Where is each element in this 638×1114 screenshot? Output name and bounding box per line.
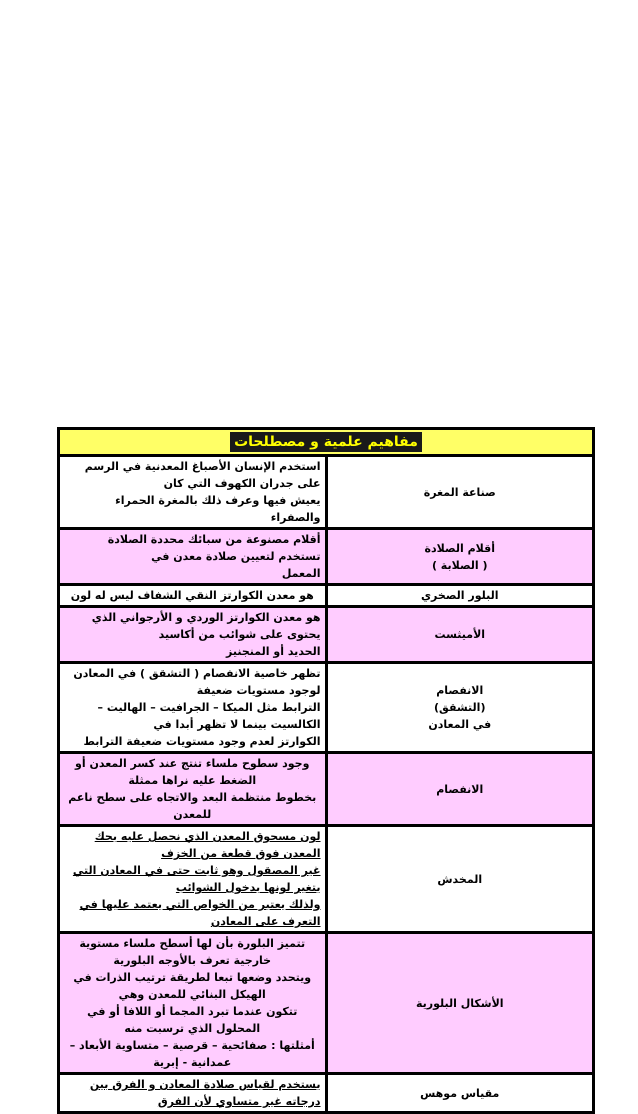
title-cell <box>59 429 594 456</box>
definition-line: غير المصقول وهو ثابت حتى في المعادن التي يتغير لونها بدخول الشوائب <box>72 864 321 894</box>
definition-line: وجود سطوح ملساء تنتج عند كسر المعدن أو الضغط عليه نراها ممثلة <box>75 757 310 787</box>
definition-line: لون مسحوق المعدن الذي نحصل عليه بحك المعدن فوق قطعة من الخزف <box>94 830 321 860</box>
term-line: الأميثست <box>434 628 486 641</box>
definition-line: أقلام مصنوعة من سبائك محددة الصلادة تستخدم لتعيين صلادة معدن في <box>107 533 321 563</box>
glossary-row <box>59 663 594 753</box>
definition-line: هو معدن الكوارتز الوردي و الأرجواني الذي يحتوى على شوائب من أكاسيد <box>91 611 321 641</box>
glossary-row <box>59 456 594 529</box>
definition-cell <box>59 607 327 663</box>
term-cell <box>326 529 594 585</box>
term-line: ( الصلابة ) <box>431 558 488 572</box>
definition-cell <box>59 456 327 529</box>
glossary-row <box>59 753 594 826</box>
definition-cell <box>59 753 327 826</box>
definition-line: المعمل <box>281 567 321 580</box>
definition-cell <box>59 933 327 1074</box>
definition-line: بخطوط منتظمة البعد والاتجاه على سطح ناعم للمعدن <box>68 791 317 821</box>
definition-line: استخدم الإنسان الأصباغ المعدنية في الرسم على جدران الكهوف التي كان <box>84 460 321 490</box>
glossary-row <box>59 607 594 663</box>
glossary-table <box>57 427 595 1114</box>
definition-line: ولذلك يعتبر من الخواص التي يعتمد عليها في التعرف على المعادن <box>79 898 321 928</box>
term-cell <box>326 753 594 826</box>
glossary-title: مفاهيم علمية و مصطلحات <box>230 432 422 452</box>
term-line: الانفصام <box>436 782 484 796</box>
definition-line: الحديد أو المنجنيز <box>226 645 321 658</box>
term-cell <box>326 826 594 933</box>
definition-line: هو معدن الكوارتز النقي الشفاف ليس له لون <box>70 589 314 602</box>
term-line: صناعة المغرة <box>423 485 496 499</box>
glossary-row <box>59 529 594 585</box>
term-cell <box>326 933 594 1074</box>
term-line: في المعادن <box>428 718 492 731</box>
definition-line: يعيش فيها وعرف ذلك بالمغرة الحمراء والصفراء <box>115 494 321 524</box>
definition-line: أمثلتها : صفائحية – قرصية – متساوية الأبعاد – عمدانية - إبرية <box>69 1039 315 1069</box>
term-line: مقياس موهس <box>420 1086 500 1100</box>
definition-cell <box>59 585 327 607</box>
glossary-row <box>59 585 594 607</box>
glossary-row <box>59 826 594 933</box>
term-line: البلور الصخري <box>420 589 499 602</box>
term-cell <box>326 585 594 607</box>
definition-cell <box>59 826 327 933</box>
definition-line: الترابط مثل الميكا – الجرافيت – الهاليت – الكالسيت بينما لا تظهر أبدا في <box>97 701 321 731</box>
term-line: الانفصام <box>436 684 484 697</box>
glossary-row <box>59 933 594 1074</box>
term-cell <box>326 663 594 753</box>
glossary-row <box>59 1074 594 1113</box>
definition-cell <box>59 663 327 753</box>
term-line: الأشكال البلورية <box>415 996 504 1010</box>
term-cell <box>326 1074 594 1113</box>
definition-line: الكوارتز لعدم وجود مستويات ضعيفة الترابط <box>83 735 321 748</box>
definition-line: تتميز البلورة بأن لها أسطح ملساء مستوية خارجية تعرف بالأوجه البلورية <box>79 937 306 967</box>
term-cell <box>326 607 594 663</box>
glossary-sheet <box>57 427 595 1108</box>
term-line: المخدش <box>437 872 483 886</box>
title-row <box>59 429 594 456</box>
definition-line: تظهر خاصية الانفصام ( التشقق ) في المعادن لوجود مستويات ضعيفة <box>73 667 321 697</box>
term-cell <box>326 456 594 529</box>
term-line: أقلام الصلادة <box>424 541 495 555</box>
definition-cell <box>59 1074 327 1113</box>
definition-line: يستخدم لقياس صلادة المعادن و الفرق بين درجاته غير متساوي لأن الفرق <box>89 1078 321 1108</box>
term-line: (التشقق) <box>434 701 486 714</box>
definition-line: تتكون عندما تبرد المجما أو اللافا أو في المحلول الذي ترسبت منه <box>87 1005 298 1035</box>
definition-line: ويتحدد وضعها تبعا لطريقة ترتيب الذرات في الهيكل البنائي للمعدن وهي <box>73 971 312 1001</box>
definition-cell <box>59 529 327 585</box>
